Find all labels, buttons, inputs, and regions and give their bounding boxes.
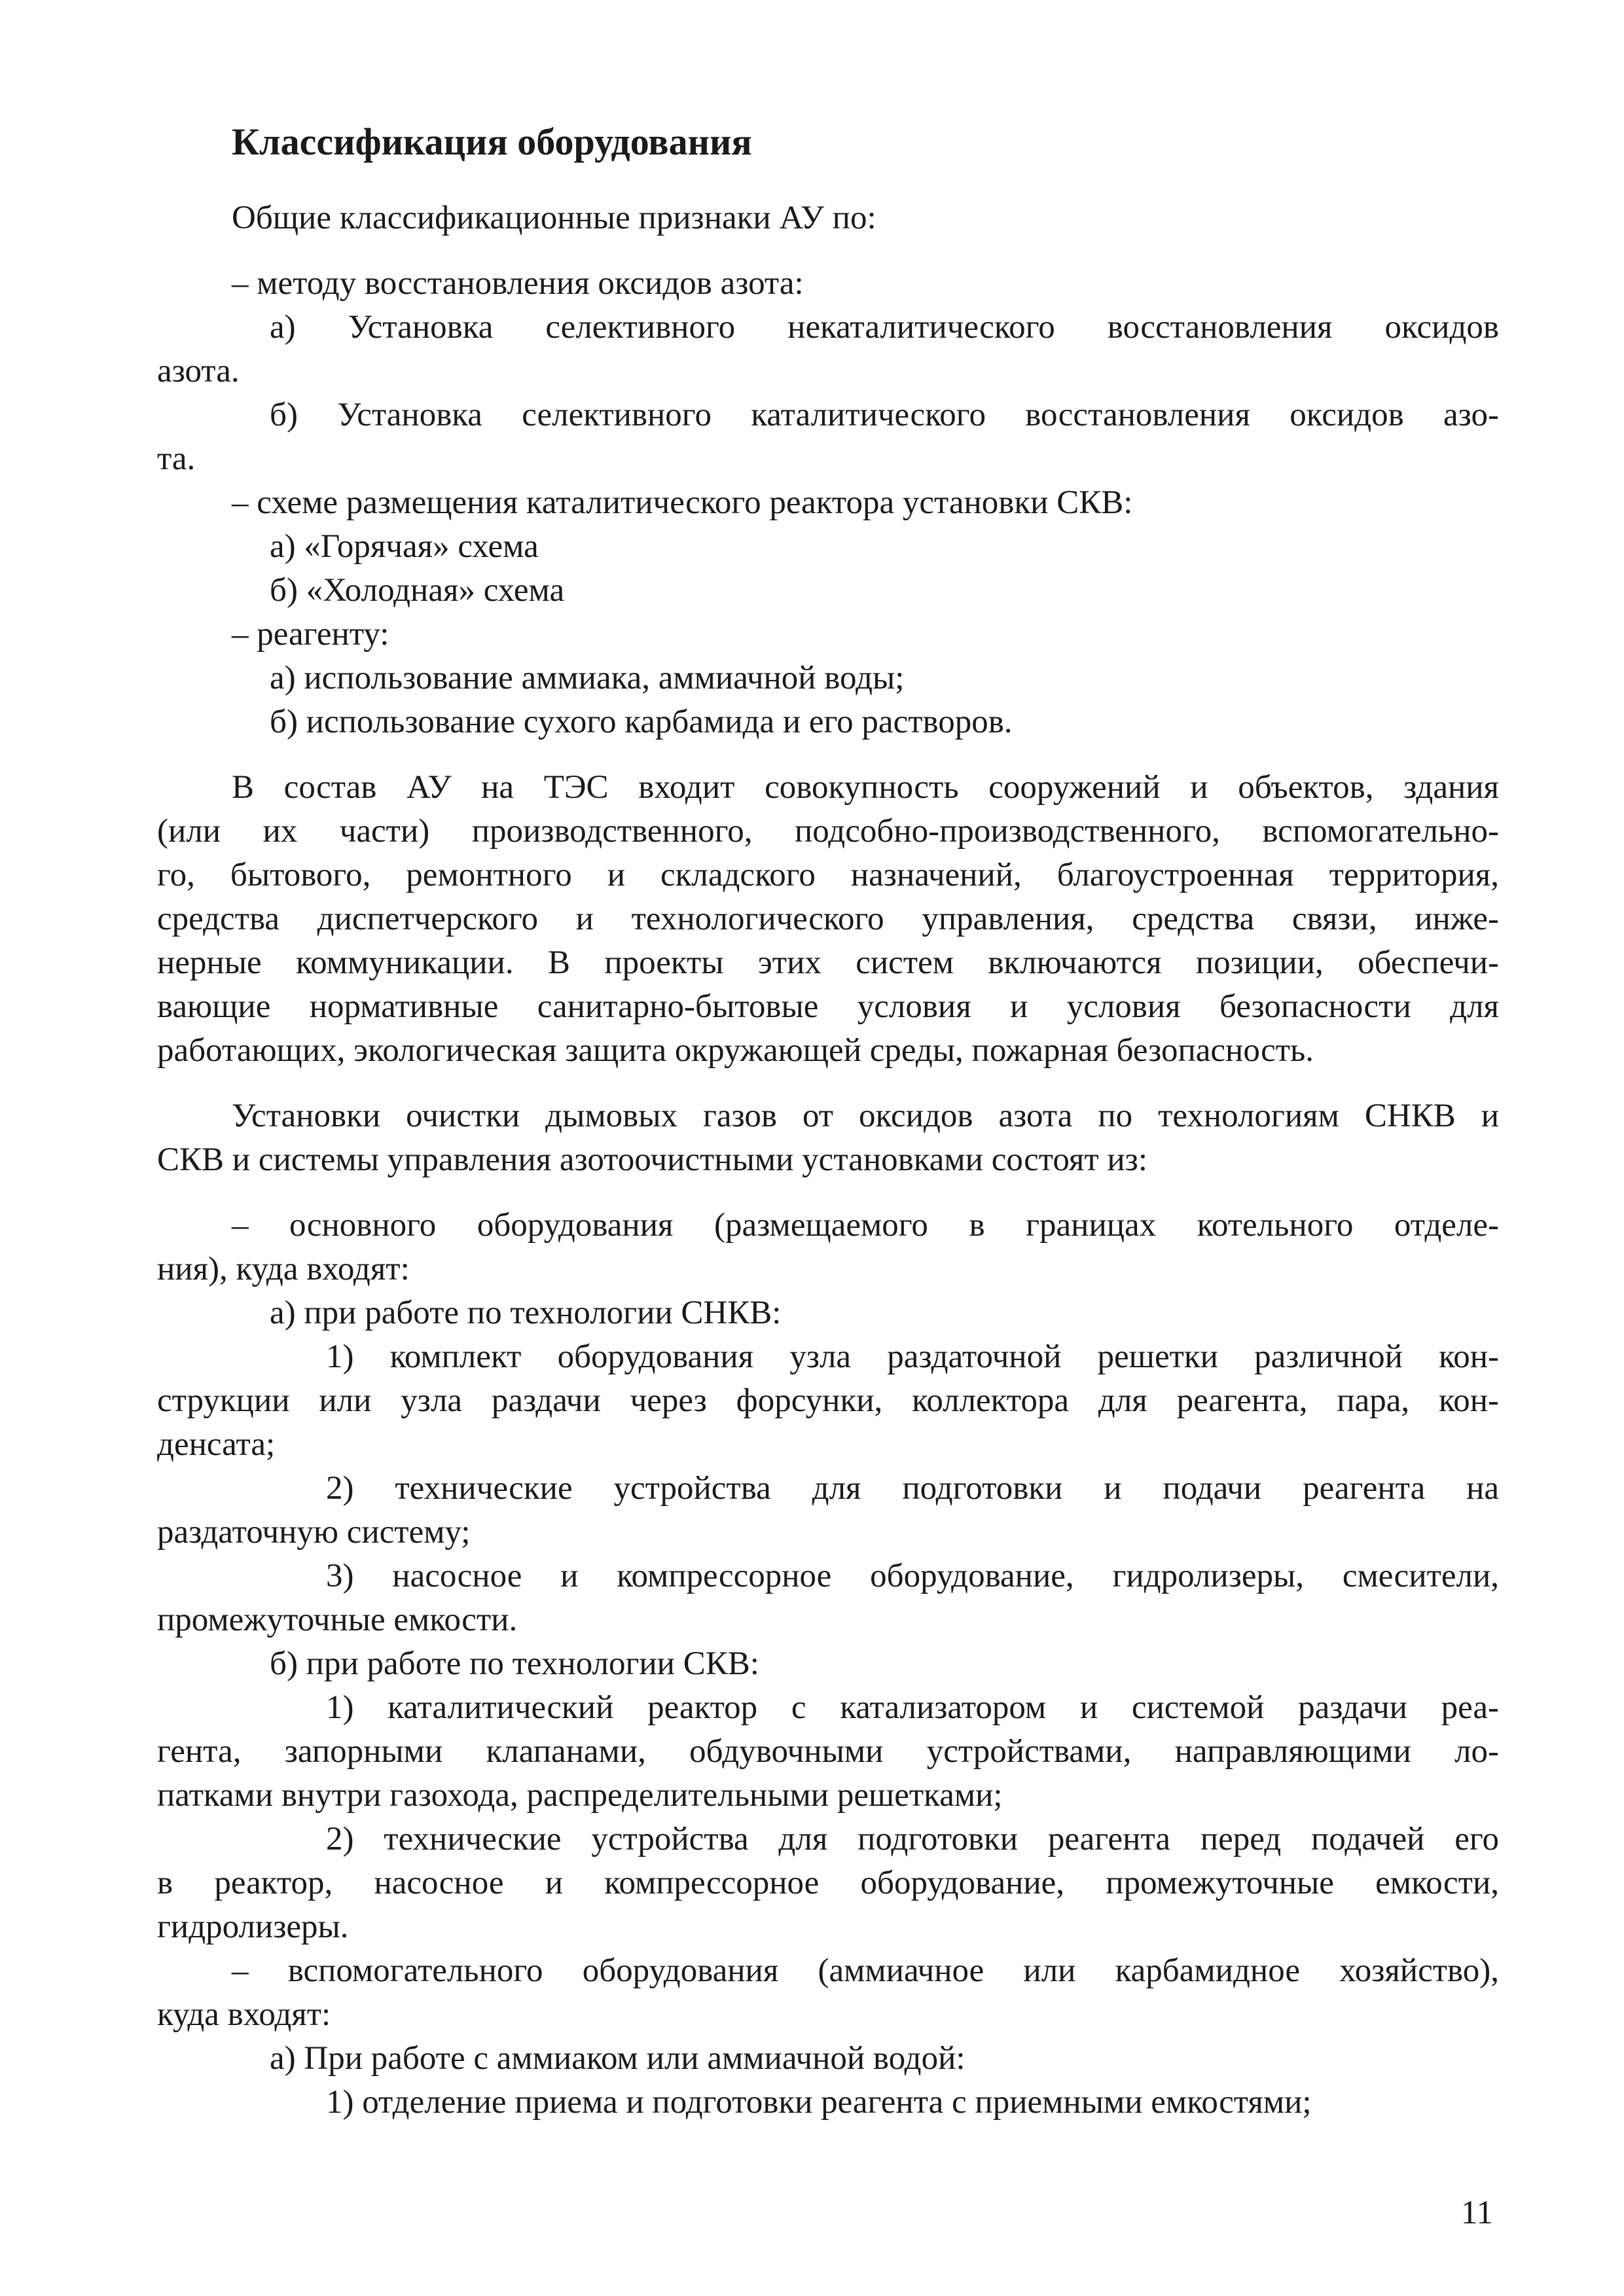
paragraph-line: средства диспетчерского и технологического управления, средства связи, инже- — [157, 901, 1499, 937]
list-item: а) при работе по технологии СНКВ: — [270, 1295, 782, 1331]
section-title: Классификация оборудования — [232, 120, 752, 163]
list-item: – основного оборудования (размещаемого в границах котельного отделе- — [232, 1207, 1499, 1244]
paragraph-line: вающие нормативные санитарно-бытовые условия и условия безопасности для — [157, 988, 1499, 1025]
paragraph-line: СКВ и системы управления азотоочистными установками состоят из: — [157, 1141, 1147, 1178]
list-item: б) «Холодная» схема — [270, 572, 565, 609]
list-item: б) Установка селективного каталитического восстановления оксидов азо- — [270, 397, 1499, 433]
paragraph-line: нерные коммуникации. В проекты этих систем включаются позиции, обеспечи- — [157, 944, 1499, 981]
text-line: денсата; — [157, 1426, 276, 1463]
list-item: б) при работе по технологии СКВ: — [270, 1645, 759, 1682]
text-line: куда входят: — [157, 1996, 331, 2033]
text-line: та. — [157, 440, 196, 477]
text-line: гента, запорными клапанами, обдувочными устройствами, направляющими ло- — [157, 1733, 1499, 1770]
list-item: – реагенту: — [232, 616, 389, 653]
text-line: ния), куда входят: — [157, 1251, 410, 1287]
list-item: а) использование аммиака, аммиачной воды; — [270, 660, 905, 696]
page-number: 11 — [1460, 2195, 1493, 2231]
text-line: в реактор, насосное и компрессорное оборудование, промежуточные емкости, — [157, 1865, 1499, 1901]
list-item: 3) насосное и компрессорное оборудование, гидролизеры, смесители, — [326, 1558, 1499, 1594]
list-item: 1) каталитический реактор с катализатором и системой раздачи реа- — [326, 1689, 1499, 1726]
list-item: – вспомогательного оборудования (аммиачное или карбамидное хозяйство), — [232, 1952, 1499, 1989]
paragraph-line: Установки очистки дымовых газов от оксидов азота по технологиям СНКВ и — [232, 1098, 1499, 1134]
text-line: промежуточные емкости. — [157, 1602, 518, 1638]
text-line: Общие классификационные признаки АУ по: — [232, 200, 876, 236]
list-item: 1) отделение приема и подготовки реагента с приемными емкостями; — [326, 2084, 1312, 2121]
list-item: 1) комплект оборудования узла раздаточной решетки различной кон- — [326, 1338, 1499, 1375]
list-item: 2) технические устройства для подготовки реагента перед подачей его — [326, 1821, 1499, 1857]
list-item: а) При работе с аммиаком или аммиачной водой: — [270, 2040, 965, 2077]
text-line: струкции или узла раздачи через форсунки, коллектора для реагента, пара, кон- — [157, 1382, 1499, 1419]
paragraph-line: го, бытового, ремонтного и складского назначений, благоустроенная территория, — [157, 857, 1499, 893]
list-item: 2) технические устройства для подготовки и подачи реагента на — [326, 1470, 1499, 1507]
text-line: раздаточную систему; — [157, 1514, 471, 1551]
text-line: патками внутри газохода, распределительными решетками; — [157, 1777, 1003, 1814]
list-item: б) использование сухого карбамида и его растворов. — [270, 704, 1013, 740]
text-line: азота. — [157, 353, 240, 389]
list-item: а) «Горячая» схема — [270, 528, 539, 565]
list-item: – методу восстановления оксидов азота: — [232, 265, 804, 302]
text-line: гидролизеры. — [157, 1909, 349, 1945]
paragraph-line: (или их части) производственного, подсобно-производственного, вспомогательно- — [157, 813, 1499, 850]
paragraph-line: В состав АУ на ТЭС входит совокупность сооружений и объектов, здания — [232, 769, 1499, 806]
paragraph-line: работающих, экологическая защита окружающей среды, пожарная безопасность. — [157, 1032, 1314, 1069]
list-item: – схеме размещения каталитического реактора установки СКВ: — [232, 484, 1133, 521]
list-item: а) Установка селективного некаталитического восстановления оксидов — [270, 309, 1499, 346]
